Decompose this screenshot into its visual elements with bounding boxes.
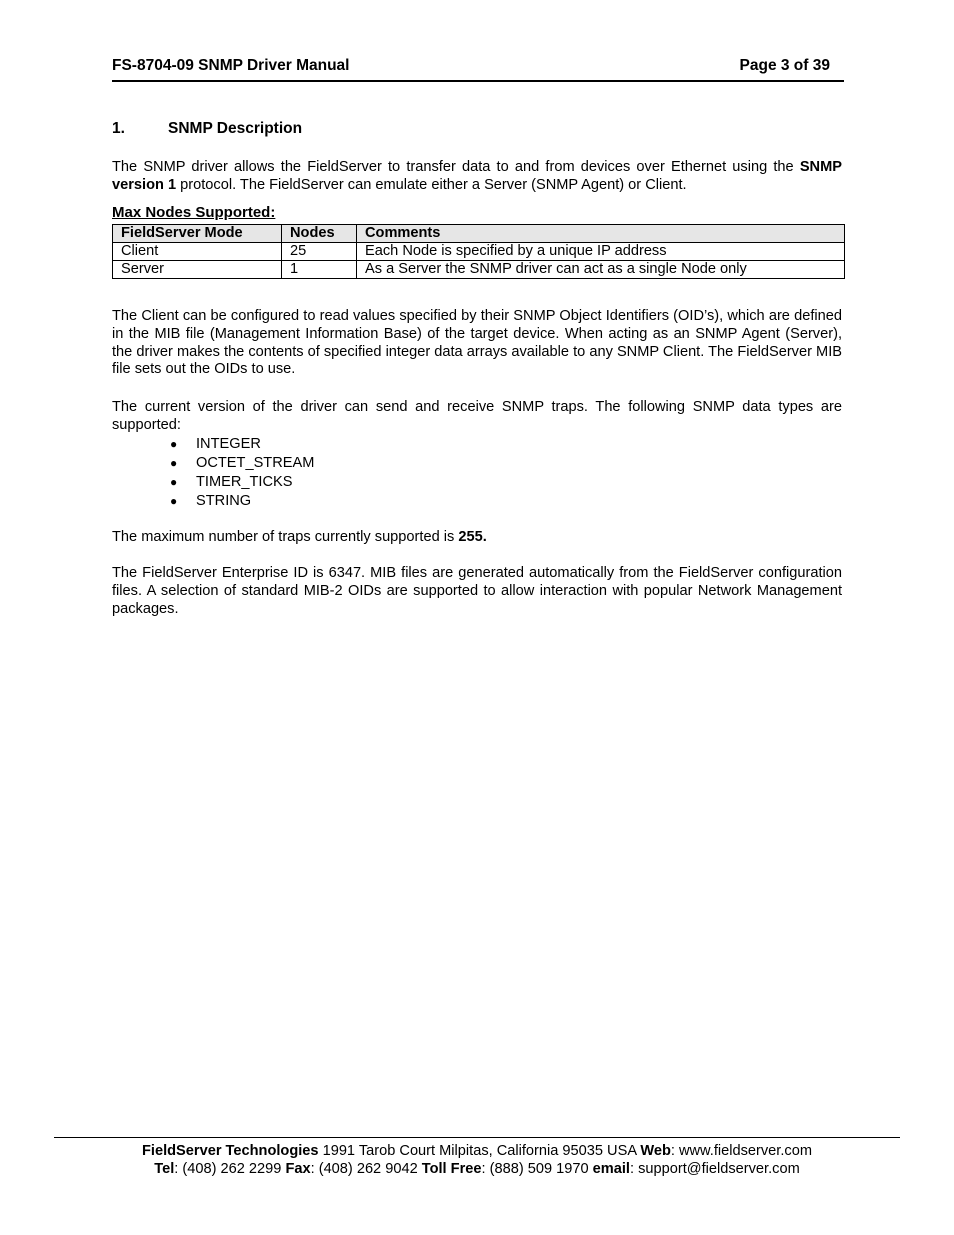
bullet-icon: ● bbox=[170, 456, 178, 470]
footer-fax: : (408) 262 9042 bbox=[310, 1161, 422, 1177]
footer-email-label: email bbox=[592, 1161, 630, 1177]
bullet-icon: ● bbox=[170, 437, 178, 451]
list-item-label: STRING bbox=[196, 493, 252, 509]
table-cell: Each Node is specified by a unique IP address bbox=[357, 243, 845, 261]
column-header: FieldServer Mode bbox=[113, 225, 282, 243]
data-types-list bbox=[112, 435, 314, 511]
bullet-icon: ● bbox=[170, 475, 178, 489]
footer-line-2 bbox=[54, 1160, 900, 1178]
section-number: 1. bbox=[112, 120, 125, 137]
footer-tel-label: Tel bbox=[154, 1161, 175, 1177]
client-paragraph: The Client can be configured to read values specified by their SNMP Object Identifiers (OID’s), which are defined in the MIB file (Management Information Base) of the target device. When acting as an SNMP Agent (Server), the driver makes the contents of specified integer data arrays available to any SNMP Client. The FieldServer MIB file sets out the OIDs to use. bbox=[112, 308, 842, 378]
footer-web-label: Web bbox=[640, 1143, 671, 1159]
list-item bbox=[112, 435, 314, 454]
table-header-row bbox=[113, 225, 845, 243]
footer-web: : www.fieldserver.com bbox=[670, 1143, 812, 1159]
list-item bbox=[112, 473, 314, 492]
max-nodes-table bbox=[112, 224, 845, 279]
list-item-label: OCTET_STREAM bbox=[196, 455, 315, 471]
list-item-label: INTEGER bbox=[196, 436, 261, 452]
page-number: Page 3 of 39 bbox=[739, 57, 830, 74]
enterprise-paragraph: The FieldServer Enterprise ID is 6347. MIB files are generated automatically from the FieldServer configuration files. A selection of standard MIB-2 OIDs are supported to allow interaction with popular Network Management packages. bbox=[112, 565, 842, 617]
manual-title: FS-8704-09 SNMP Driver Manual bbox=[112, 57, 350, 74]
footer-fax-label: Fax bbox=[285, 1161, 311, 1177]
table-cell: Server bbox=[113, 261, 282, 279]
table-cell: 1 bbox=[282, 261, 357, 279]
footer-tollfree-label: Toll Free bbox=[421, 1161, 482, 1177]
bullet-icon: ● bbox=[170, 494, 178, 508]
list-item-label: TIMER_TICKS bbox=[196, 474, 293, 490]
footer-line-1 bbox=[54, 1142, 900, 1160]
list-item bbox=[112, 454, 314, 473]
footer-address: 1991 Tarob Court Milpitas, California 95035 USA bbox=[318, 1143, 641, 1159]
traps-paragraph: The current version of the driver can send and receive SNMP traps. The following SNMP data types are supported: bbox=[112, 399, 842, 433]
footer-tel: : (408) 262 2299 bbox=[174, 1161, 286, 1177]
column-header: Comments bbox=[357, 225, 845, 243]
column-header: Nodes bbox=[282, 225, 357, 243]
intro-paragraph bbox=[112, 159, 842, 195]
intro-text: The SNMP driver allows the FieldServer to transfer data to and from devices over Ethernet using the bbox=[112, 159, 800, 175]
intro-text-2: protocol. The FieldServer can emulate either a Server (SNMP Agent) or Client. bbox=[176, 176, 687, 193]
max-traps-value: 255. bbox=[458, 529, 487, 545]
page-header bbox=[112, 57, 844, 82]
intro-bold: SNMP version 1 bbox=[112, 159, 842, 193]
section-heading bbox=[112, 120, 302, 138]
table-cell: Client bbox=[113, 243, 282, 261]
table-row bbox=[113, 243, 845, 261]
list-item bbox=[112, 492, 314, 511]
max-traps-paragraph bbox=[112, 529, 842, 547]
table-row bbox=[113, 261, 845, 279]
table-cell: 25 bbox=[282, 243, 357, 261]
footer-divider bbox=[54, 1137, 900, 1138]
max-traps-text: The maximum number of traps currently supported is bbox=[112, 529, 459, 545]
footer-tollfree: : (888) 509 1970 bbox=[481, 1161, 593, 1177]
footer-company: FieldServer Technologies bbox=[142, 1143, 319, 1159]
table-cell: As a Server the SNMP driver can act as a single Node only bbox=[357, 261, 845, 279]
footer-email: : support@fieldserver.com bbox=[629, 1161, 800, 1177]
section-title: SNMP Description bbox=[168, 120, 303, 137]
table-title: Max Nodes Supported: bbox=[112, 204, 276, 221]
